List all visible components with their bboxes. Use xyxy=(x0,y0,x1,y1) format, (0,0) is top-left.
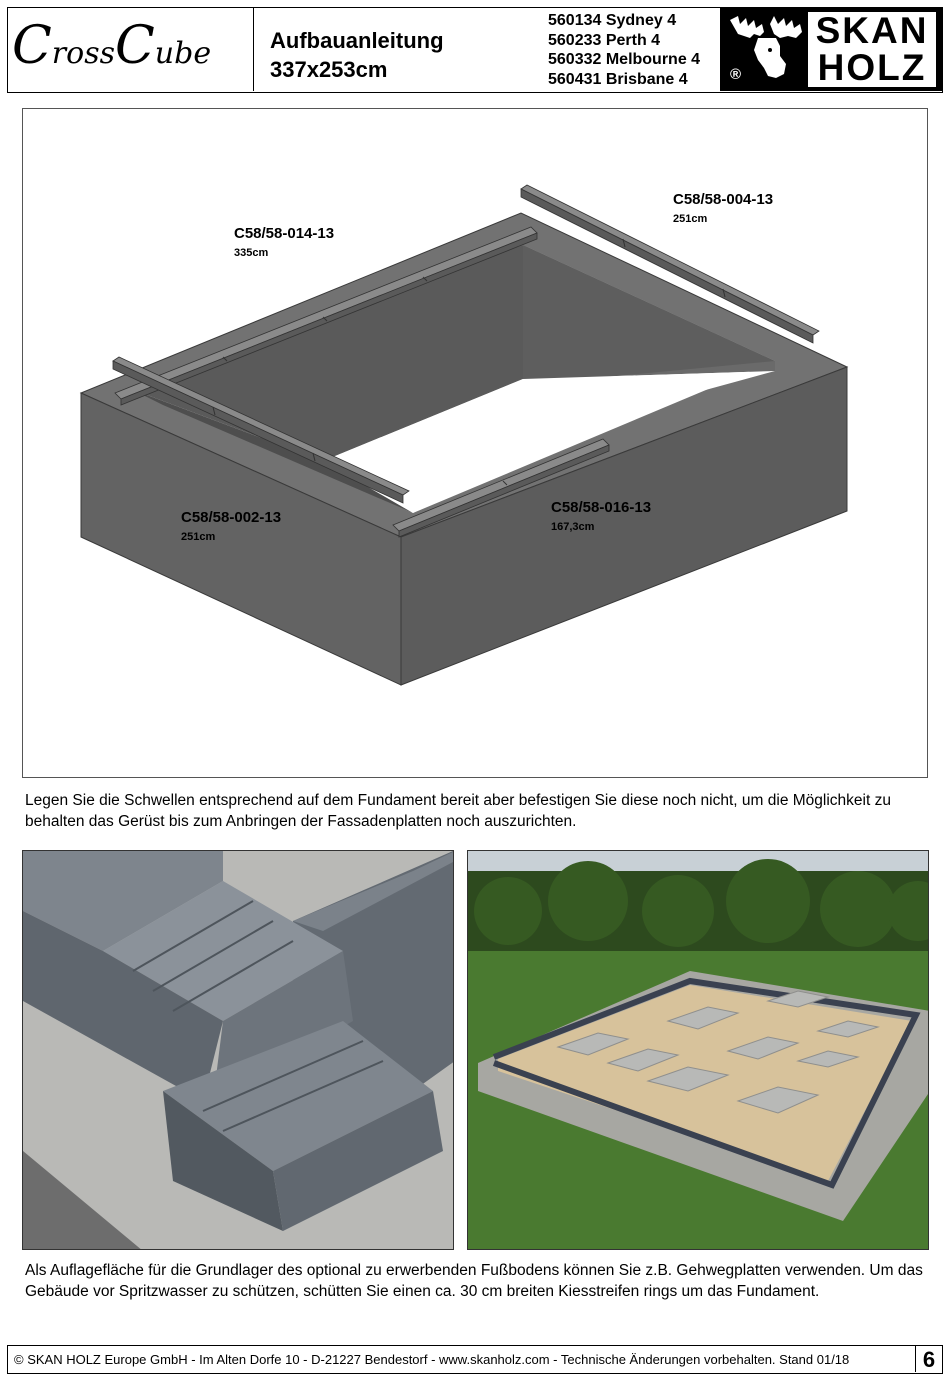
model-list xyxy=(548,11,700,89)
beam-detail-photo xyxy=(22,850,454,1250)
part-code: C58/58-004-13 xyxy=(673,191,774,208)
part-code: C58/58-002-13 xyxy=(181,509,282,526)
registered-mark: ® xyxy=(730,66,742,83)
logo-text: ube xyxy=(154,36,212,71)
model-item: 560431 Brisbane 4 xyxy=(548,70,688,88)
model-item: 560134 Sydney 4 xyxy=(548,12,677,29)
title-line-1: Aufbauanleitung xyxy=(270,28,444,53)
crosscube-logo xyxy=(8,8,254,91)
foundation-garden-photo xyxy=(467,850,929,1250)
page-number: 6 xyxy=(915,1346,942,1372)
brand-text xyxy=(808,12,936,87)
beam-detail-image xyxy=(23,851,454,1250)
instruction-text-1: Legen Sie die Schwellen entsprechend auf dem Fundament bereit aber befestigen Sie diese noch nicht, um die Möglichkeit zu behalten das Gerüst bis zum Anbringen der Fassadenplatten noch auszurichten. xyxy=(25,792,891,830)
model-item: 560233 Perth 4 xyxy=(548,31,661,49)
logo-letter-c: C xyxy=(115,16,155,76)
brand-line-2: HOLZ xyxy=(817,47,927,88)
part-length: 251cm xyxy=(181,531,216,543)
title-line-2: 337x253cm xyxy=(270,57,388,82)
page-header xyxy=(7,7,943,93)
part-length: 251cm xyxy=(673,213,708,225)
model-item: 560332 Melbourne 4 xyxy=(548,51,701,68)
part-length: 335cm xyxy=(234,247,269,259)
instruction-text-2: Als Auflagefläche für die Grundlager des optional zu erwerbenden Fußbodens können Sie z.B. Gehwegplatten verwenden. Um das Gebäude vor Spritzwasser zu schützen, schütten Sie einen ca. 30 cm breiten Kiesstreifen rings um das Fundament. xyxy=(25,1262,923,1300)
foundation-inner-wall xyxy=(523,245,775,381)
page-footer xyxy=(7,1345,943,1374)
foundation-figure xyxy=(22,108,928,778)
page-title xyxy=(270,26,444,84)
logo-letter-c: C xyxy=(12,16,52,76)
part-code: C58/58-014-13 xyxy=(234,225,335,242)
footer-text: © SKAN HOLZ Europe GmbH - Im Alten Dorfe 10 - D-21227 Bendestorf - www.skanholz.com - Technische Änderungen vorbehalten. Stand 01/18 xyxy=(14,1352,850,1367)
skanholz-logo xyxy=(720,8,942,91)
foundation-illustration xyxy=(23,109,929,779)
foundation-garden-image xyxy=(468,851,929,1250)
part-length: 167,3cm xyxy=(551,521,595,533)
logo-text: ross xyxy=(51,36,115,71)
part-code: C58/58-016-13 xyxy=(551,499,652,516)
brand-line-1: SKAN xyxy=(815,10,929,51)
